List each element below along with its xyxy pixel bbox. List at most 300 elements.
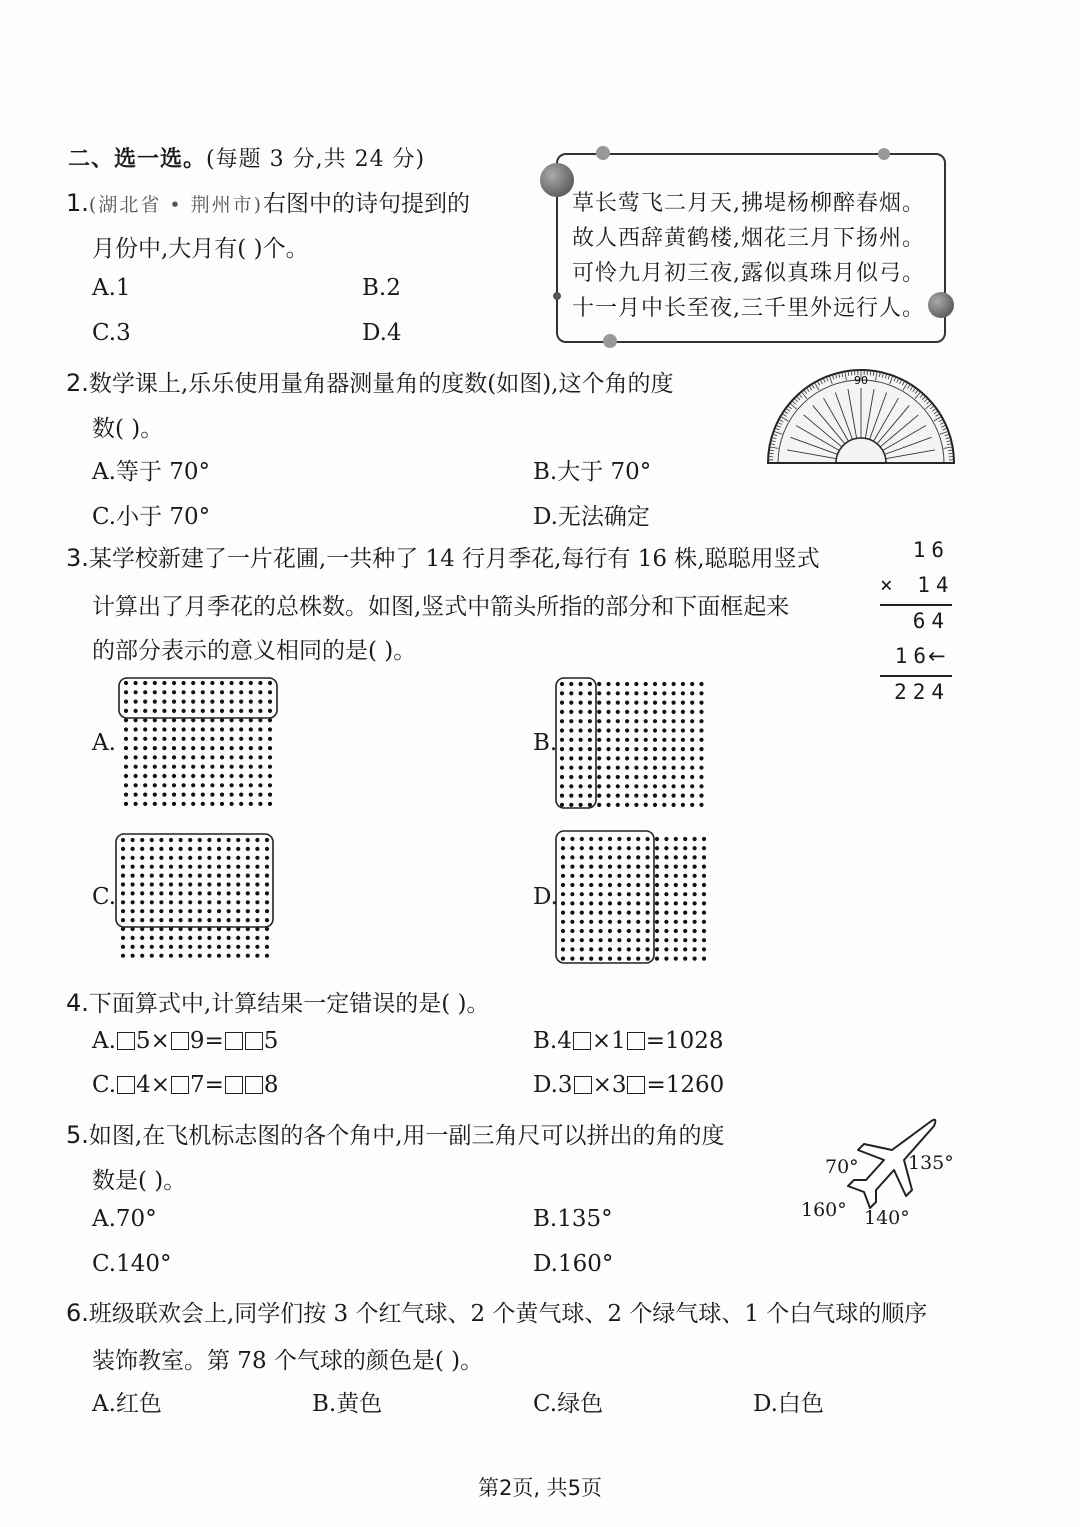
dot xyxy=(569,756,573,760)
dot xyxy=(597,691,601,695)
option-d[interactable]: D. xyxy=(533,884,558,910)
dot xyxy=(188,945,192,949)
dot xyxy=(143,774,147,778)
dot xyxy=(150,838,154,842)
dot xyxy=(268,727,272,731)
dot xyxy=(153,690,157,694)
dot xyxy=(227,856,231,860)
dot xyxy=(662,682,666,686)
dot xyxy=(220,681,224,685)
dot xyxy=(561,920,565,924)
dot xyxy=(589,911,593,915)
dot xyxy=(690,766,694,770)
dot xyxy=(255,945,259,949)
dot xyxy=(191,793,195,797)
dot xyxy=(625,728,629,732)
dot xyxy=(201,690,205,694)
dot xyxy=(268,755,272,759)
dot xyxy=(627,957,631,961)
dot xyxy=(606,701,610,705)
dot xyxy=(255,936,259,940)
dot xyxy=(690,719,694,723)
dot xyxy=(560,710,564,714)
dot xyxy=(258,765,262,769)
dot xyxy=(227,891,231,895)
dot xyxy=(597,701,601,705)
dot xyxy=(597,710,601,714)
dot xyxy=(236,954,240,958)
dot xyxy=(201,737,205,741)
option-c[interactable]: C.绿色 xyxy=(533,1391,604,1417)
dot xyxy=(599,855,603,859)
dot xyxy=(124,681,128,685)
dot xyxy=(198,891,202,895)
dot xyxy=(580,883,584,887)
blank-box-icon xyxy=(117,1076,135,1094)
dot xyxy=(644,784,648,788)
dot xyxy=(625,719,629,723)
calc-partial-1: 64 xyxy=(912,609,950,633)
dot xyxy=(702,901,706,905)
dot xyxy=(198,900,202,904)
dot xyxy=(268,709,272,713)
dot xyxy=(588,775,592,779)
option-d[interactable]: D.白色 xyxy=(753,1391,824,1417)
option-c[interactable] xyxy=(92,1072,279,1098)
option-b[interactable]: B.大于 70° xyxy=(533,459,652,485)
dot xyxy=(230,737,234,741)
option-d[interactable]: D.160° xyxy=(533,1251,614,1277)
dot xyxy=(627,929,631,933)
dot xyxy=(580,874,584,878)
dot xyxy=(182,774,186,778)
dot xyxy=(179,954,183,958)
dot xyxy=(627,883,631,887)
dot xyxy=(236,856,240,860)
dot xyxy=(570,855,574,859)
dot xyxy=(179,945,183,949)
dot xyxy=(143,700,147,704)
dot xyxy=(169,918,173,922)
dot xyxy=(674,892,678,896)
dot xyxy=(662,794,666,798)
dot xyxy=(683,874,687,878)
dot xyxy=(150,918,154,922)
dot xyxy=(210,700,214,704)
dot xyxy=(201,727,205,731)
dot xyxy=(220,690,224,694)
dot-grid-a xyxy=(116,676,282,812)
dot xyxy=(634,682,638,686)
dot xyxy=(625,756,629,760)
dot xyxy=(150,874,154,878)
dot xyxy=(162,737,166,741)
dot xyxy=(589,938,593,942)
dot xyxy=(150,909,154,913)
dot xyxy=(191,802,195,806)
dot xyxy=(140,918,144,922)
dot xyxy=(625,794,629,798)
dot xyxy=(646,846,650,850)
dot xyxy=(597,794,601,798)
dot xyxy=(569,682,573,686)
option-c[interactable]: C.140° xyxy=(92,1251,172,1277)
dot xyxy=(580,947,584,951)
dot xyxy=(560,756,564,760)
dot xyxy=(198,865,202,869)
dot xyxy=(606,682,610,686)
dot xyxy=(644,756,648,760)
section-scoring: (每题 3 分,共 24 分) xyxy=(206,147,426,172)
dot xyxy=(162,690,166,694)
dot xyxy=(255,865,259,869)
dot xyxy=(258,709,262,713)
question-text: 班级联欢会上,同学们按 3 个红气球、2 个黄气球、2 个绿气球、1 个白气球的顺序 xyxy=(88,1301,928,1327)
dot xyxy=(589,874,593,878)
dot xyxy=(217,847,221,851)
dot xyxy=(579,710,583,714)
blank-box-icon xyxy=(627,1032,645,1050)
dot xyxy=(690,728,694,732)
dot xyxy=(172,755,176,759)
dot xyxy=(634,794,638,798)
dot xyxy=(681,701,685,705)
dot xyxy=(655,901,659,905)
dot xyxy=(121,936,125,940)
dot xyxy=(589,947,593,951)
dot xyxy=(220,727,224,731)
dot xyxy=(672,719,676,723)
blank-box-icon xyxy=(171,1076,189,1094)
option-b-part: =1028 xyxy=(645,1028,724,1054)
dot xyxy=(153,727,157,731)
dot xyxy=(662,803,666,807)
dot-grid-b xyxy=(554,676,710,812)
dot xyxy=(249,727,253,731)
dot xyxy=(172,802,176,806)
dot xyxy=(588,738,592,742)
dot xyxy=(690,756,694,760)
dot xyxy=(143,709,147,713)
dot xyxy=(560,691,564,695)
dot xyxy=(246,847,250,851)
dot xyxy=(162,774,166,778)
dot xyxy=(217,874,221,878)
dot xyxy=(646,874,650,878)
dot xyxy=(246,945,250,949)
dot xyxy=(249,681,253,685)
question-text: 某学校新建了一片花圃,一共种了 14 行月季花,每行有 16 株,聪聪用竖式 xyxy=(88,546,820,572)
poem-line: 故人西辞黄鹤楼,烟花三月下扬州。 xyxy=(572,226,925,251)
dot xyxy=(220,774,224,778)
dot xyxy=(606,719,610,723)
dot xyxy=(172,783,176,787)
dot xyxy=(188,936,192,940)
dot xyxy=(210,737,214,741)
dot xyxy=(210,755,214,759)
dot xyxy=(207,918,211,922)
option-c[interactable]: C. xyxy=(92,884,117,910)
poem-line: 草长莺飞二月天,拂堤杨柳醉春烟。 xyxy=(572,191,925,216)
dot xyxy=(159,954,163,958)
dot xyxy=(220,755,224,759)
option-d[interactable]: D.4 xyxy=(362,320,402,346)
dot xyxy=(664,901,668,905)
dot xyxy=(188,918,192,922)
dot xyxy=(608,920,612,924)
dot xyxy=(227,865,231,869)
dot xyxy=(644,710,648,714)
dot xyxy=(143,802,147,806)
option-a[interactable]: A.等于 70° xyxy=(92,459,210,485)
dot xyxy=(258,727,262,731)
dot xyxy=(560,784,564,788)
dot xyxy=(143,755,147,759)
dot xyxy=(560,701,564,705)
dot xyxy=(268,737,272,741)
dot xyxy=(191,709,195,713)
dot xyxy=(608,865,612,869)
dot xyxy=(172,700,176,704)
dot xyxy=(198,936,202,940)
dot xyxy=(702,929,706,933)
question-6 xyxy=(66,1295,927,1328)
dot xyxy=(217,838,221,842)
dot xyxy=(589,837,593,841)
dot xyxy=(634,738,638,742)
dot xyxy=(683,883,687,887)
question-text: 如图,在飞机标志图的各个角中,用一副三角尺可以拼出的角的度 xyxy=(88,1123,725,1149)
dot xyxy=(265,874,269,878)
dot xyxy=(693,947,697,951)
dot xyxy=(655,874,659,878)
dot xyxy=(625,691,629,695)
dot xyxy=(664,883,668,887)
question-2-line2: 数( )。 xyxy=(92,416,164,442)
dot xyxy=(255,891,259,895)
question-source: (湖北省 • 荆州市) xyxy=(88,194,264,216)
dot xyxy=(617,911,621,915)
dot xyxy=(617,865,621,869)
dot xyxy=(693,920,697,924)
dot xyxy=(159,882,163,886)
dot xyxy=(220,709,224,713)
dot xyxy=(636,901,640,905)
option-b[interactable]: B.135° xyxy=(533,1206,613,1232)
dot xyxy=(674,901,678,905)
dot xyxy=(131,945,135,949)
option-d-part: ×3 xyxy=(592,1072,627,1098)
dot xyxy=(674,920,678,924)
option-c-part: 4× xyxy=(136,1072,170,1098)
dot xyxy=(599,846,603,850)
question-text: 下面算式中,计算结果一定错误的是( )。 xyxy=(88,991,490,1017)
dot xyxy=(179,865,183,869)
dot xyxy=(662,691,666,695)
dot xyxy=(162,783,166,787)
dot xyxy=(579,747,583,751)
dot xyxy=(636,957,640,961)
dot xyxy=(236,891,240,895)
dot xyxy=(134,700,138,704)
dot xyxy=(664,957,668,961)
dot xyxy=(179,874,183,878)
dot xyxy=(589,901,593,905)
dot xyxy=(672,682,676,686)
dot xyxy=(258,783,262,787)
dot xyxy=(258,774,262,778)
dot xyxy=(150,882,154,886)
option-c[interactable]: C.3 xyxy=(92,320,131,346)
dot xyxy=(672,701,676,705)
dot xyxy=(683,957,687,961)
dot xyxy=(681,747,685,751)
dot xyxy=(561,883,565,887)
dot xyxy=(597,728,601,732)
dot xyxy=(634,775,638,779)
dot xyxy=(217,865,221,869)
dot xyxy=(159,874,163,878)
option-b[interactable] xyxy=(533,1028,724,1054)
question-number: 5. xyxy=(66,1121,89,1149)
dot xyxy=(121,856,125,860)
option-d[interactable] xyxy=(533,1072,724,1098)
dot xyxy=(683,837,687,841)
dot xyxy=(702,911,706,915)
dot xyxy=(634,756,638,760)
dot xyxy=(246,918,250,922)
dot xyxy=(169,954,173,958)
dot xyxy=(588,794,592,798)
dot xyxy=(699,728,703,732)
dot xyxy=(570,938,574,942)
dot xyxy=(588,756,592,760)
dot xyxy=(121,882,125,886)
dot xyxy=(210,690,214,694)
dot xyxy=(140,865,144,869)
dot xyxy=(634,766,638,770)
blank-box-icon xyxy=(225,1032,243,1050)
dot xyxy=(569,794,573,798)
option-d[interactable]: D.无法确定 xyxy=(533,504,650,530)
dot xyxy=(162,793,166,797)
dot xyxy=(608,846,612,850)
option-a[interactable]: A.70° xyxy=(92,1206,157,1232)
dot xyxy=(121,900,125,904)
dot xyxy=(606,775,610,779)
dot xyxy=(569,747,573,751)
dot xyxy=(617,957,621,961)
calc-line xyxy=(880,675,952,677)
dot xyxy=(131,838,135,842)
option-a[interactable]: A. xyxy=(92,730,116,756)
option-a[interactable]: A.1 xyxy=(92,275,131,301)
option-c[interactable]: C.小于 70° xyxy=(92,504,211,530)
dot xyxy=(653,803,657,807)
dot xyxy=(655,947,659,951)
dot xyxy=(201,755,205,759)
dot xyxy=(646,892,650,896)
option-b[interactable]: B. xyxy=(533,730,558,756)
dot xyxy=(210,774,214,778)
dot xyxy=(674,947,678,951)
dot xyxy=(131,936,135,940)
dot xyxy=(217,900,221,904)
dot xyxy=(220,802,224,806)
dot xyxy=(702,855,706,859)
question-6-line2: 装饰教室。第 78 个气球的颜色是( )。 xyxy=(92,1348,484,1374)
option-b[interactable]: B.2 xyxy=(362,275,401,301)
option-b[interactable]: B.黄色 xyxy=(312,1391,383,1417)
dot xyxy=(207,865,211,869)
dot xyxy=(201,681,205,685)
dot xyxy=(182,737,186,741)
dot xyxy=(616,794,620,798)
dot xyxy=(646,865,650,869)
question-2 xyxy=(66,365,673,398)
dot xyxy=(569,738,573,742)
dot xyxy=(131,882,135,886)
blank-box-icon xyxy=(245,1076,263,1094)
dot xyxy=(683,901,687,905)
dot xyxy=(655,957,659,961)
dot xyxy=(236,936,240,940)
dot xyxy=(230,709,234,713)
dot xyxy=(140,909,144,913)
dot xyxy=(561,929,565,933)
dot xyxy=(124,802,128,806)
dot xyxy=(699,747,703,751)
dot xyxy=(636,892,640,896)
page-number: 第2页, 共5页 xyxy=(477,1476,603,1500)
dot xyxy=(162,727,166,731)
dot xyxy=(121,865,125,869)
dot xyxy=(265,838,269,842)
option-a[interactable] xyxy=(92,1028,278,1054)
dot xyxy=(599,901,603,905)
dot xyxy=(569,691,573,695)
dot xyxy=(636,929,640,933)
dot xyxy=(255,918,259,922)
dot xyxy=(239,690,243,694)
dot xyxy=(625,803,629,807)
dot xyxy=(239,700,243,704)
dot xyxy=(140,847,144,851)
dot xyxy=(693,846,697,850)
dot xyxy=(179,909,183,913)
dot xyxy=(201,774,205,778)
question-text: 数学课上,乐乐使用量角器测量角的度数(如图),这个角的度 xyxy=(88,371,674,397)
dot xyxy=(169,882,173,886)
dot xyxy=(627,874,631,878)
dot xyxy=(606,756,610,760)
dot xyxy=(588,766,592,770)
dot xyxy=(636,938,640,942)
dot xyxy=(182,709,186,713)
dot xyxy=(246,856,250,860)
dot xyxy=(159,918,163,922)
dot xyxy=(268,765,272,769)
option-a[interactable]: A.红色 xyxy=(92,1391,162,1417)
option-a-part: 9= xyxy=(189,1028,224,1054)
dot xyxy=(153,709,157,713)
dot xyxy=(220,793,224,797)
dot xyxy=(560,775,564,779)
dot xyxy=(143,681,147,685)
dot xyxy=(616,784,620,788)
dot xyxy=(674,883,678,887)
dot xyxy=(672,803,676,807)
